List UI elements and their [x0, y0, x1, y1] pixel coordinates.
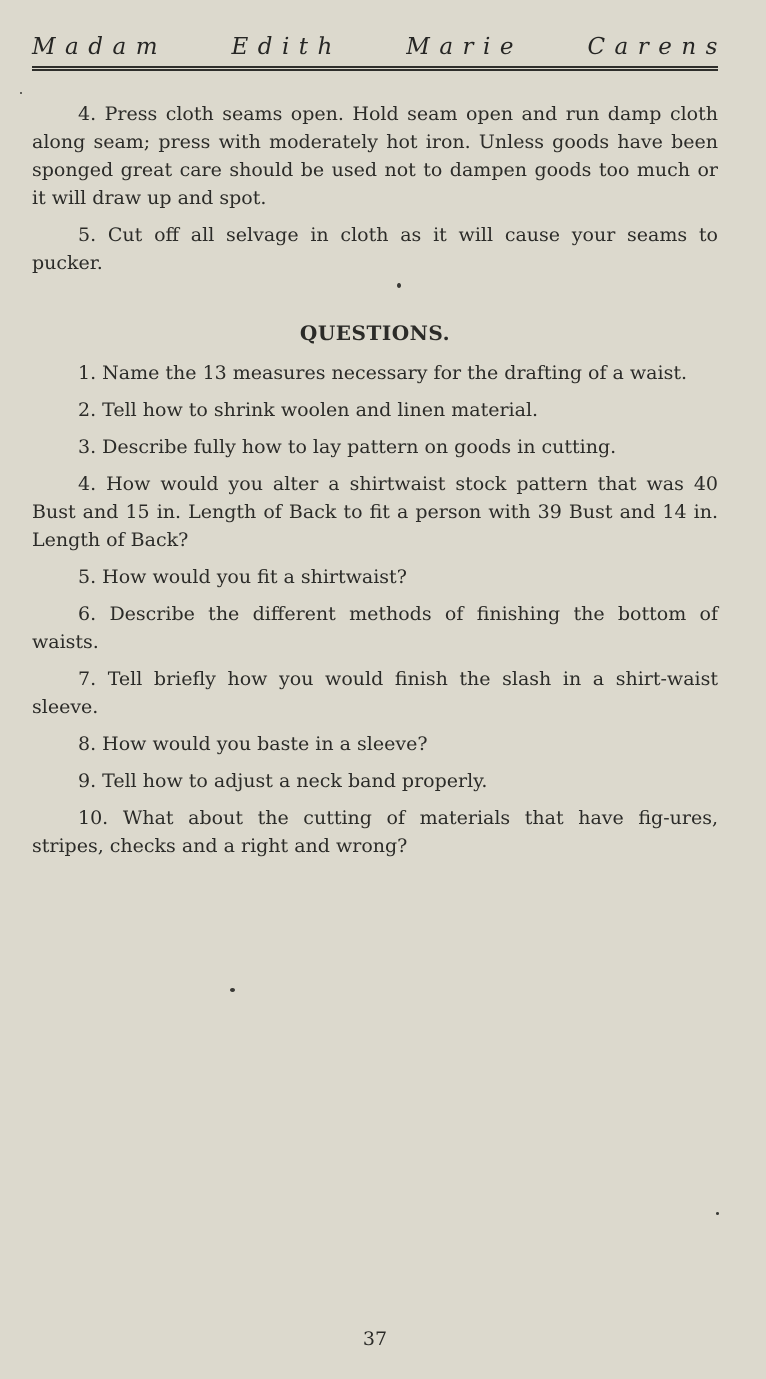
question-item: 5. How would you fit a shirtwaist?	[78, 566, 407, 588]
question-item: 3. Describe fully how to lay pattern on goods in cutting.	[78, 436, 617, 458]
question-item: 1. Name the 13 measures necessary for the drafting of a waist.	[78, 362, 688, 384]
questions-heading: QUESTIONS.	[299, 321, 451, 345]
header-word: Edith	[231, 34, 342, 60]
paper-speck	[230, 988, 235, 992]
question-item: 8. How would you baste in a sleeve?	[78, 733, 428, 755]
paper-speck	[20, 92, 22, 94]
page-body	[32, 100, 718, 869]
question-item: 7. Tell briefly how you would finish the slash in a shirt-waist sleeve.	[32, 668, 718, 718]
question-item: 4. How would you alter a shirtwaist stock pattern that was 40 Bust and 15 in. Length of Back to fit a person with 39 Bust and 14 in. Length of Back?	[32, 473, 718, 551]
instruction-paragraph: 5. Cut off all selvage in cloth as it will cause your seams to pucker.	[32, 224, 718, 274]
instruction-paragraph: 4. Press cloth seams open. Hold seam open and run damp cloth along seam; press with moderately hot iron. Unless goods have been sponged great care should be used not to dampen goods too much or it will draw up and spot.	[32, 103, 718, 209]
question-item: 2. Tell how to shrink woolen and linen material.	[78, 399, 539, 421]
book-page	[32, 0, 727, 1379]
header-word: Carens	[587, 34, 727, 60]
question-item: 9. Tell how to adjust a neck band properly.	[78, 770, 488, 792]
question-item: 6. Describe the different methods of finishing the bottom of waists.	[32, 603, 718, 653]
header-rule	[32, 66, 718, 71]
paper-speck	[397, 283, 401, 288]
paper-speck	[716, 1212, 719, 1215]
header-word: Madam	[32, 34, 168, 60]
question-item: 10. What about the cutting of materials that have fig-ures, stripes, checks and a right and wrong?	[32, 807, 718, 857]
running-header	[32, 34, 727, 60]
page-number: 37	[362, 1328, 388, 1350]
header-word: Marie	[406, 34, 524, 60]
